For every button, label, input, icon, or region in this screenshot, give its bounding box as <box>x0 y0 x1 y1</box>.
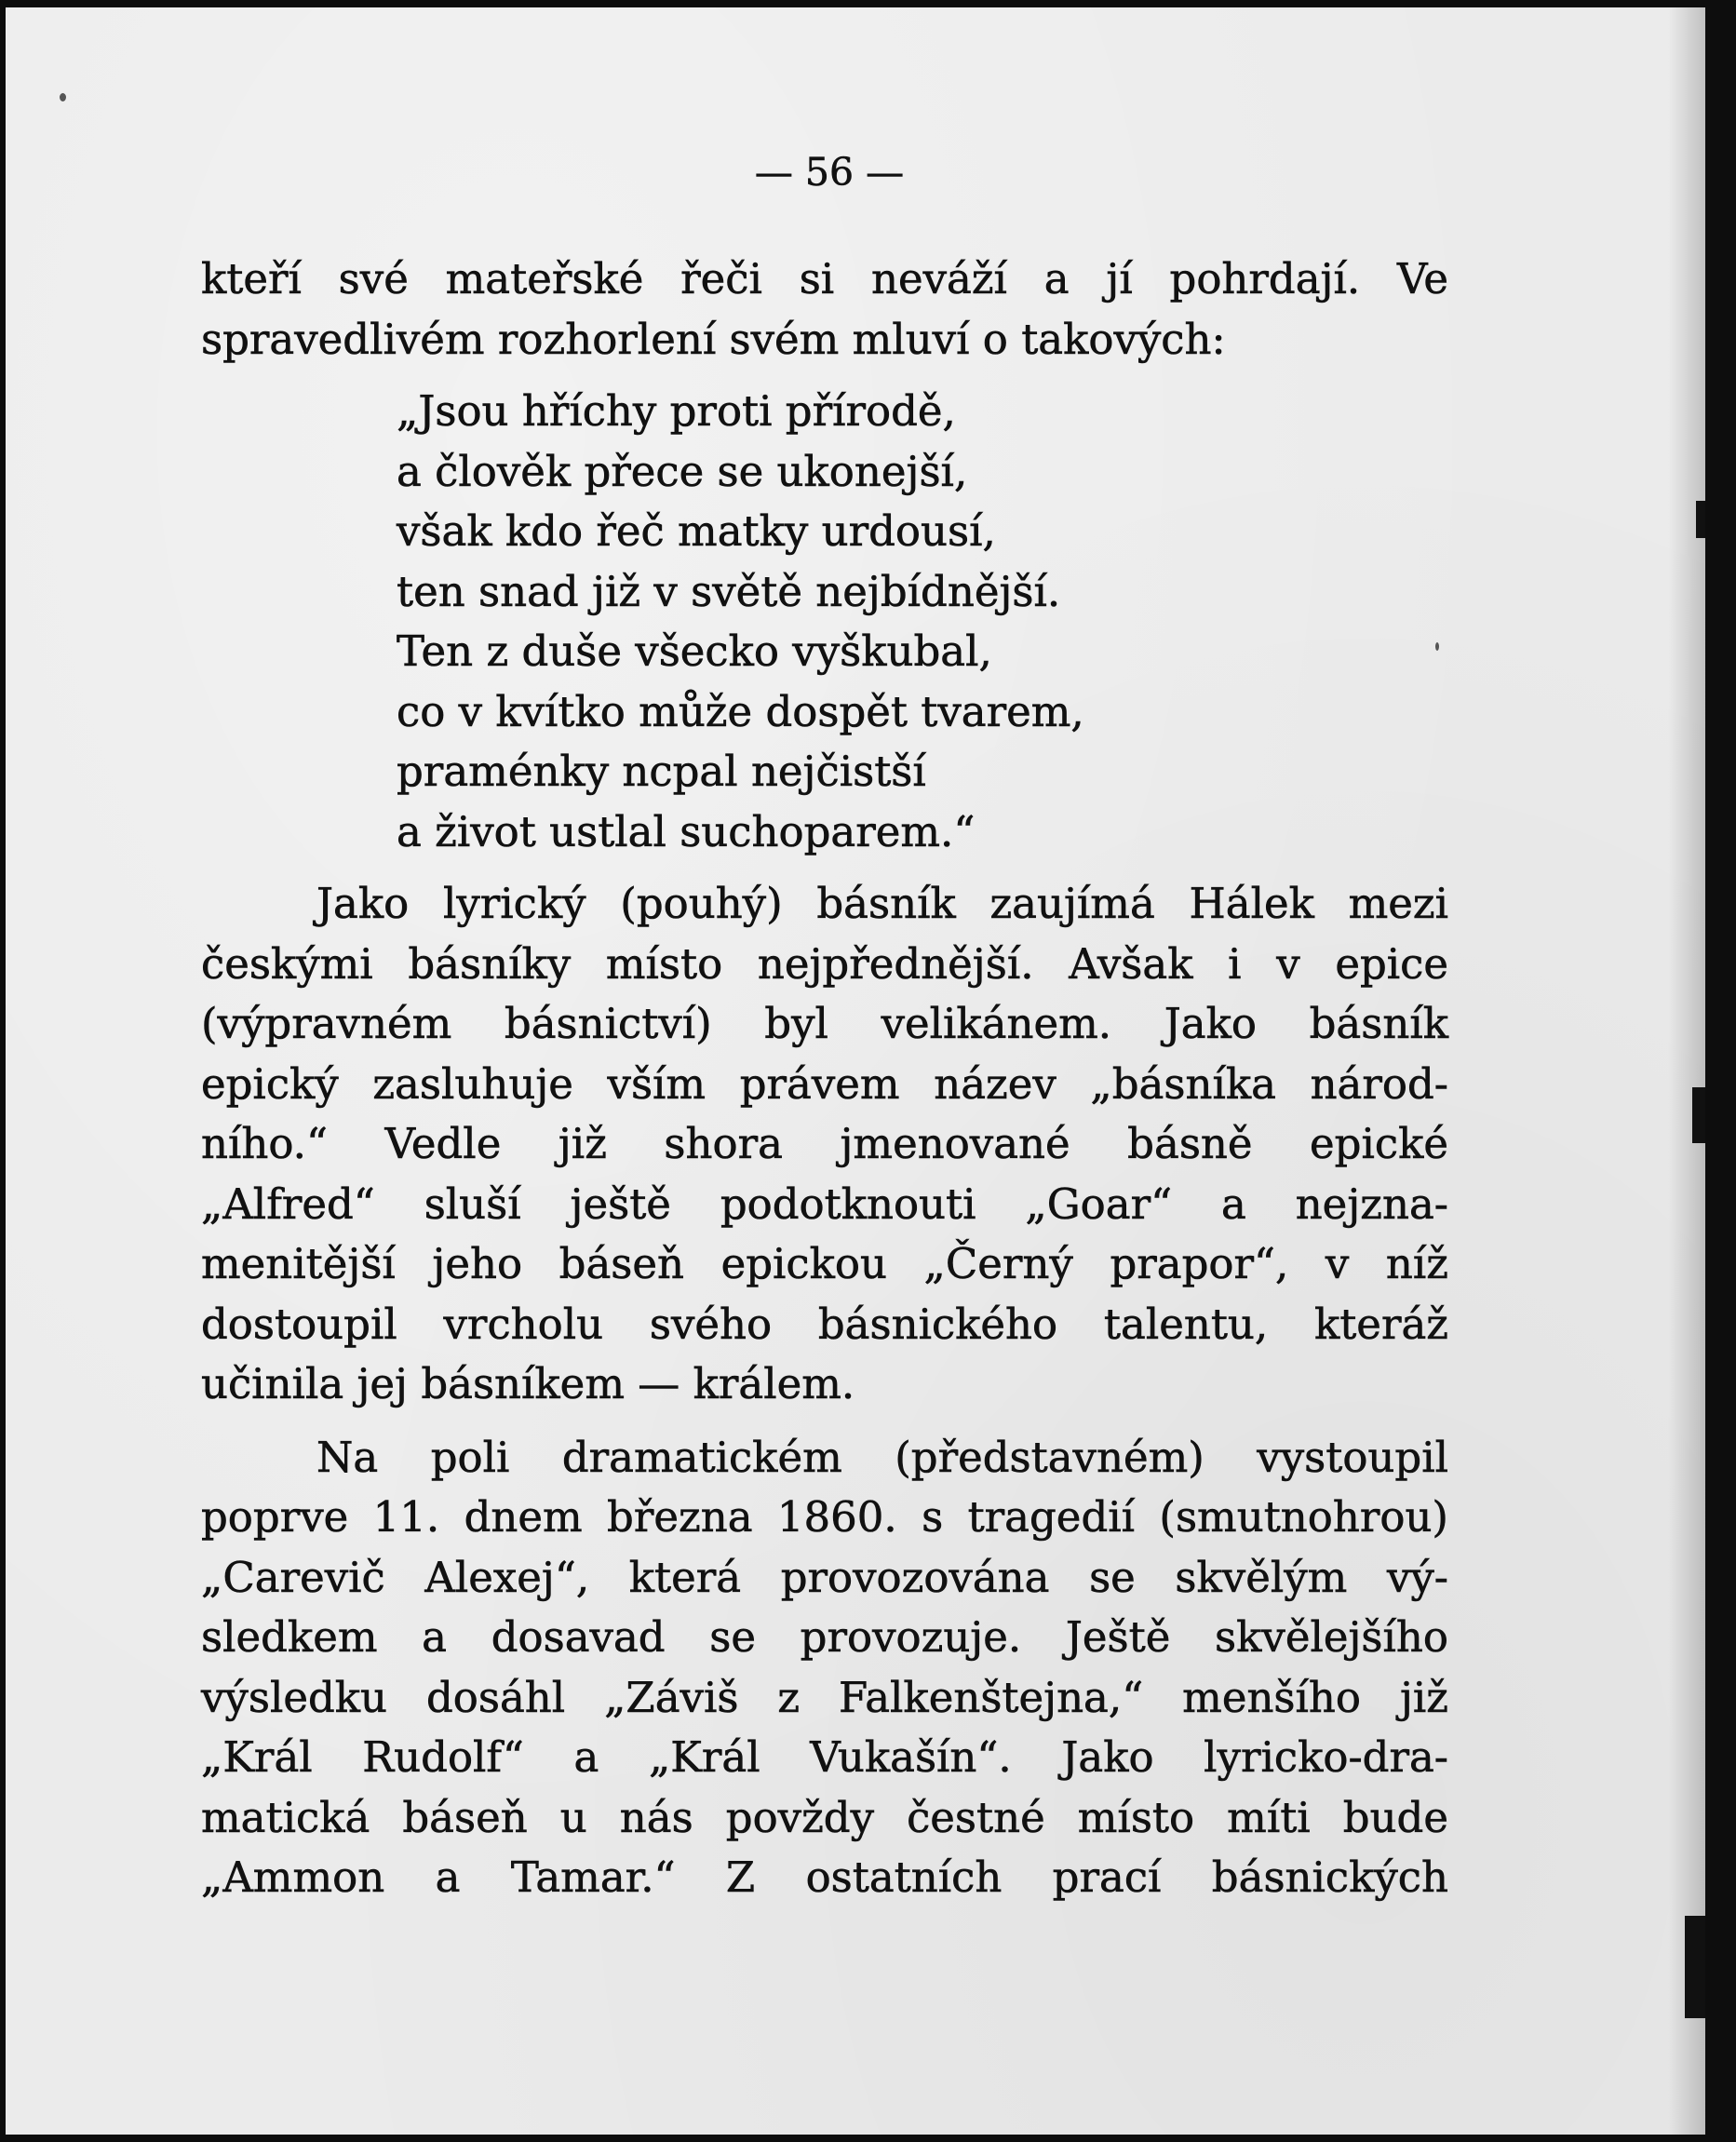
binding-mark <box>1685 1916 1705 2018</box>
text-line: výsledku dosáhl „Záviš z Falkenštejna,“ menšího již <box>201 1672 1448 1722</box>
text-line: „Carevič Alexej“, která provozována se skvělým vý- <box>201 1552 1448 1602</box>
poem-line: a člověk přece se ukonejší, <box>397 446 968 496</box>
book-page <box>6 7 1705 2135</box>
text-line: spravedlivém rozhorlení svém mluví o takových: <box>201 314 1226 364</box>
lead-paragraph <box>201 249 1448 370</box>
poem-line: ten snad již v světě nejbídnější. <box>397 566 1061 616</box>
page-speck <box>60 93 66 101</box>
binding-mark <box>1696 501 1705 538</box>
poem-line: „Jsou hříchy proti přírodě, <box>397 386 956 436</box>
text-line: (výpravném básnictví) byl velikánem. Jako básník <box>201 999 1448 1048</box>
poem-line: praménky ncpal nejčistší <box>397 747 926 796</box>
page-number: — 56 — <box>754 150 905 195</box>
poem-line: a život ustlal suchoparem.“ <box>397 806 976 856</box>
text-line: „Ammon a Tamar.“ Z ostatních prací básnických <box>201 1852 1448 1902</box>
paragraph-epic <box>201 874 1448 1415</box>
text-line: českými básníky místo nejpřednější. Avšak i v epice <box>201 938 1448 989</box>
text-line: dostoupil vrcholu svého básnického talentu, kteráž <box>201 1299 1448 1349</box>
text-line: „Král Rudolf“ a „Král Vukašín“. Jako lyricko-dra- <box>201 1732 1448 1782</box>
text-line: menitější jeho báseň epickou „Černý prapor“, v níž <box>201 1239 1448 1288</box>
poem-quote <box>397 382 1448 862</box>
text-line: sledkem a dosavad se provozuje. Ještě skvělejšího <box>201 1612 1448 1662</box>
text-line: Jako lyrický (pouhý) básník zaujímá Hálek mezi <box>316 879 1448 928</box>
page-edge-shadow <box>1668 7 1705 2135</box>
text-line: učinila jej básníkem — králem. <box>201 1359 855 1408</box>
text-line: matická báseň u nás povždy čestné místo míti bude <box>201 1792 1448 1842</box>
text-line: ního.“ Vedle již shora jmenované básně epické <box>201 1119 1448 1168</box>
paragraph-drama <box>201 1428 1448 1908</box>
poem-line: co v kvítko může dospět tvarem, <box>397 686 1084 736</box>
page-text <box>201 147 1448 1908</box>
binding-mark <box>1692 1087 1705 1143</box>
text-line: Na poli dramatickém (představném) vystoupil <box>316 1432 1448 1482</box>
text-line: „Alfred“ sluší ještě podotknouti „Goar“ a nejzna- <box>201 1179 1448 1229</box>
text-line: poprve 11. dnem března 1860. s tragedií (smutnohrou) <box>201 1492 1448 1542</box>
poem-line: Ten z duše všecko vyškubal, <box>397 626 992 676</box>
poem-line: však kdo řeč matky urdousí, <box>397 506 996 556</box>
text-line: kteří své mateřské řeči si neváží a jí pohrdají. Ve <box>201 254 1448 303</box>
text-line: epický zasluhuje vším právem název „básníka národ- <box>201 1058 1448 1109</box>
